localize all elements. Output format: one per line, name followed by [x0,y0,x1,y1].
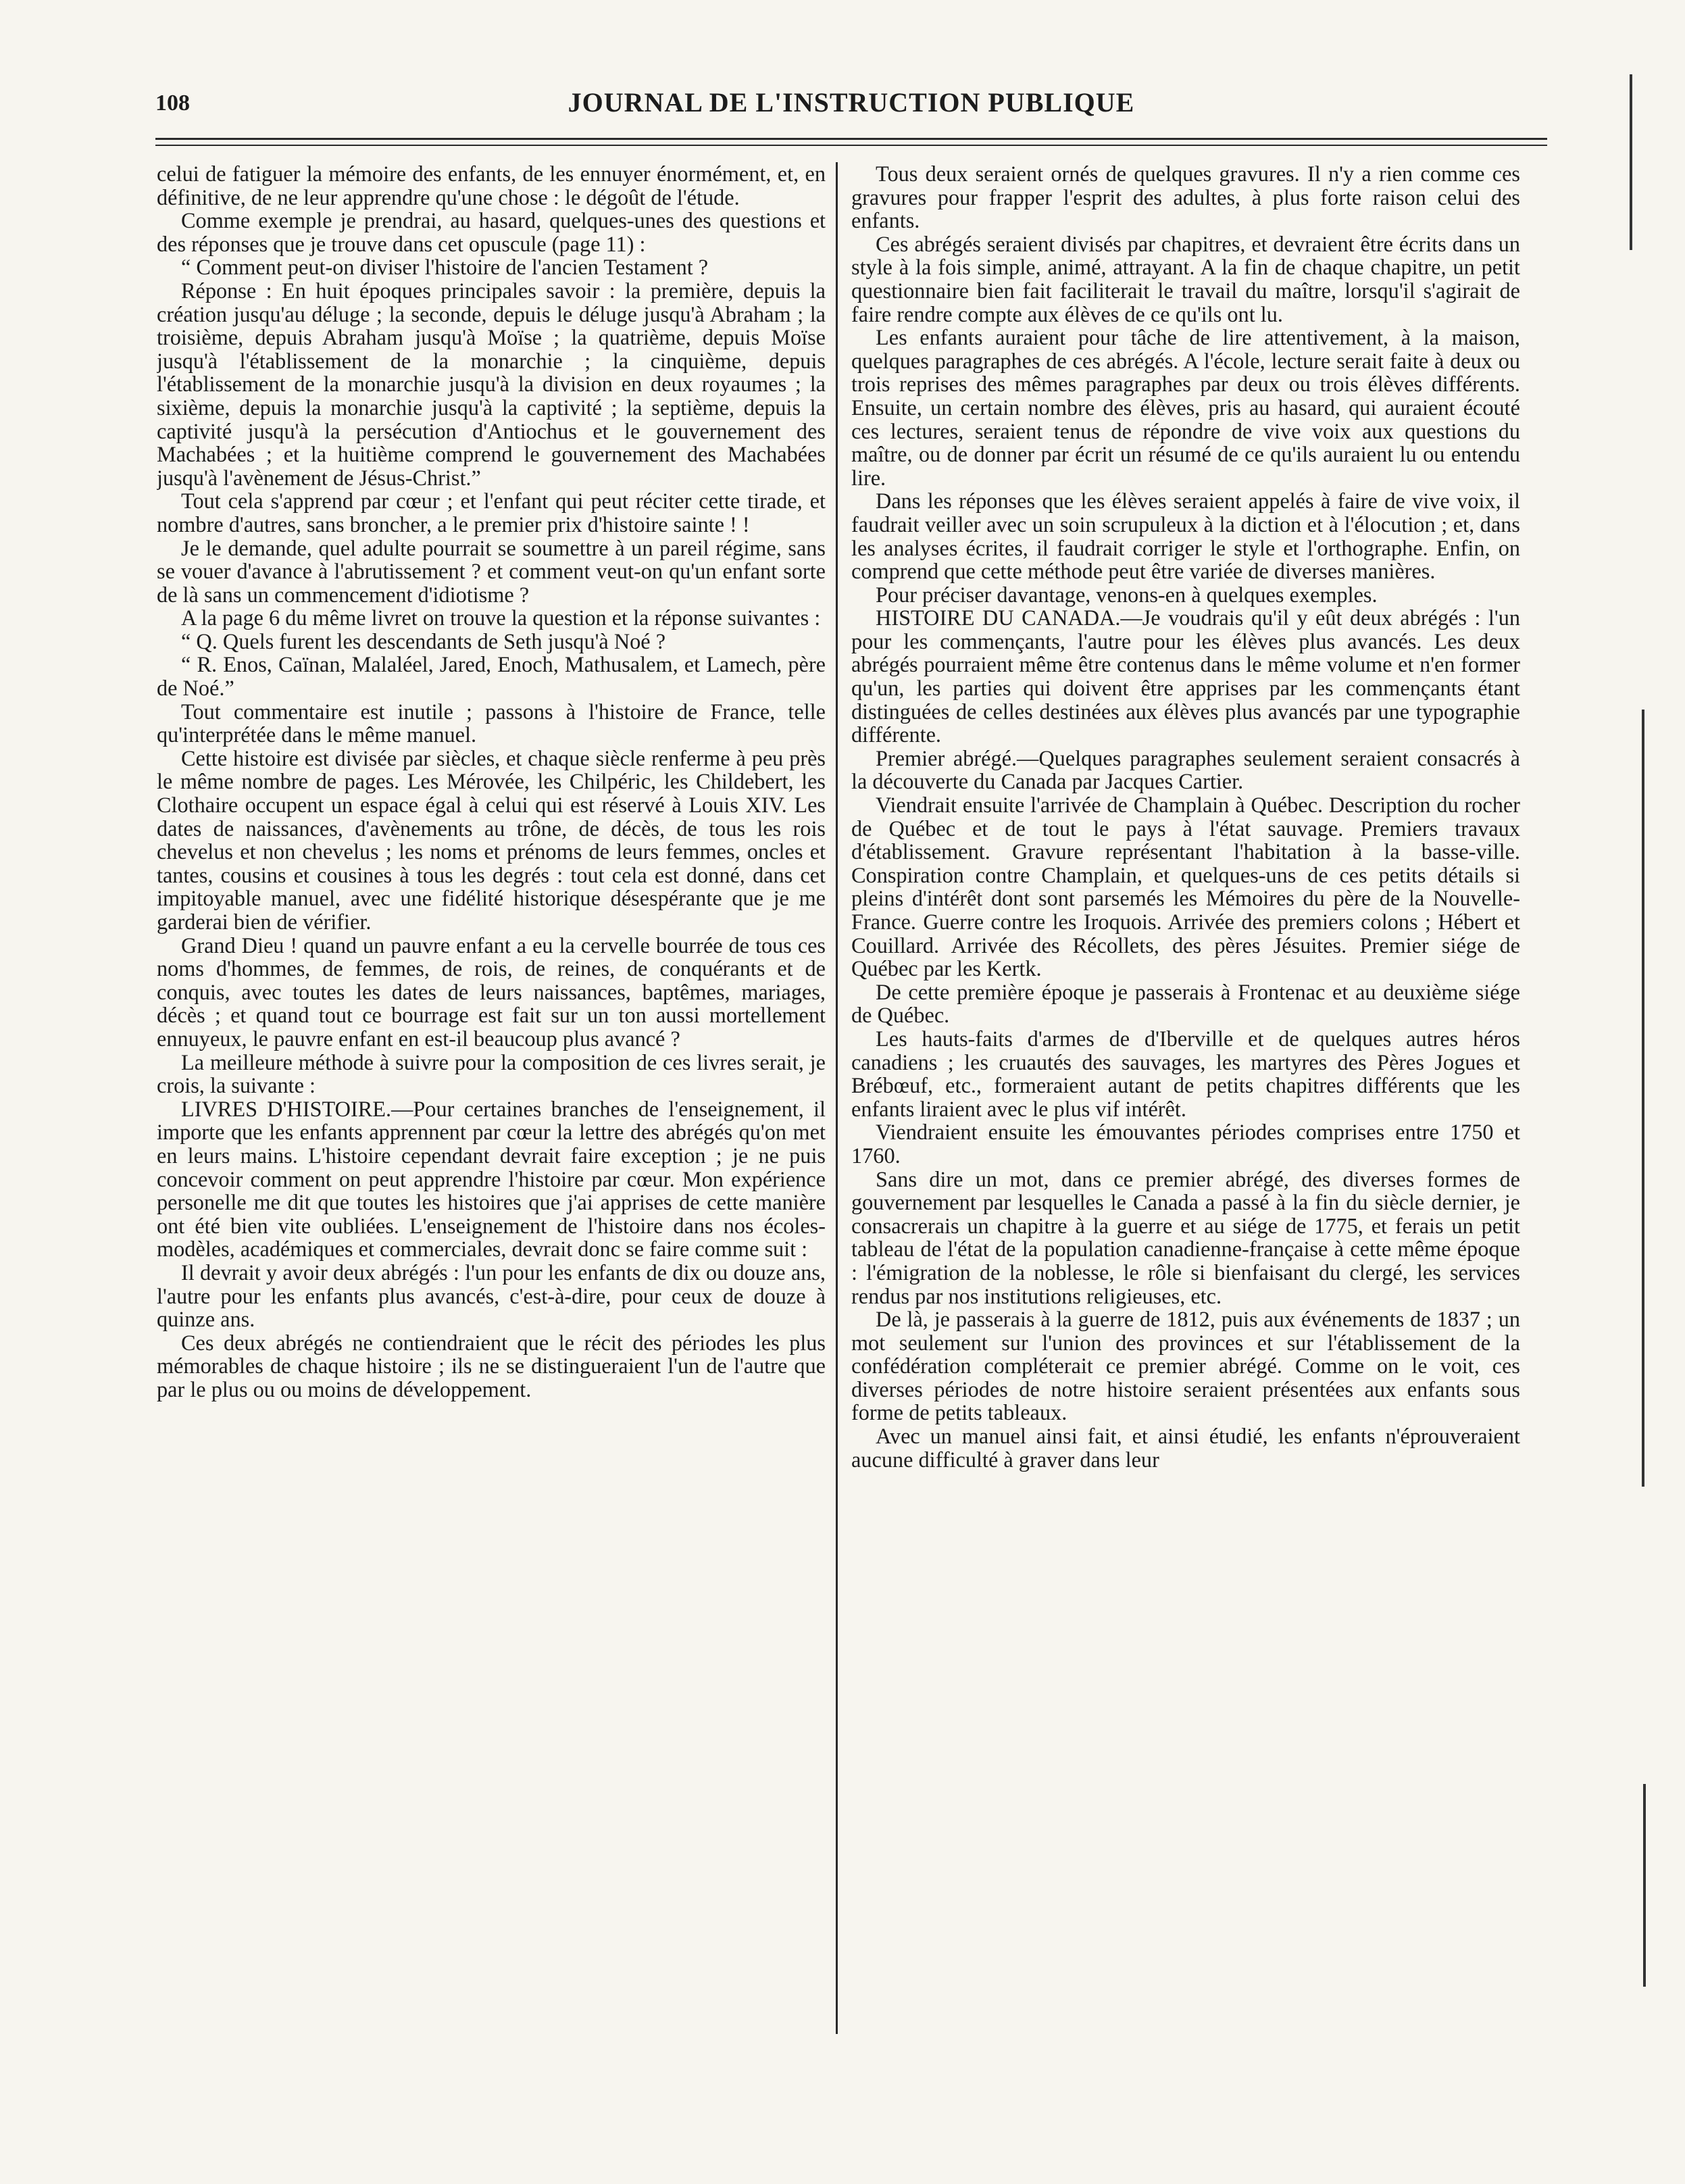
paragraph: A la page 6 du même livret on trouve la question et la réponse suivantes : [181,605,821,630]
paragraph: Je le demande, quel adulte pourrait se soumettre à un pareil régime, sans se vouer d'avance à l'abrutissement ? et comment veut-on qu'un enfant sorte de là sans un commencement d'idiotisme ? [157,535,826,607]
paragraph: Cette histoire est divisée par siècles, et chaque siècle renferme à peu près le même nombre de pages. Les Mérovée, les Chilpéric, les Childebert, les Clothaire occupent un espace égal à celui qui est réservé à Louis XIV. Les dates de naissances, d'avènements au trône, de décès, de tous les rois chevelus et non chevelus ; les noms et prénoms de leurs femmes, oncles et tantes, cousins et cousines à tous les degrés : tout cela est donné, dans cet impitoyable manuel, avec une fidélité historique désespérante que je me garderai bien de vérifier. [157,745,826,934]
paragraph: Les enfants auraient pour tâche de lire attentivement, à la maison, quelques paragraphes de ces abrégés. A l'école, lecture serait faite à deux ou trois reprises des mêmes paragraphes par deux ou trois élèves différents. Ensuite, un certain nombre des élèves, pris au hasard, qui auraient écouté ces lectures, seraient tenus de répondre de vive voix aux questions du maître, ou de donner par écrit un résumé de ce qu'ils auraient lu ou entendu lire. [851,325,1520,490]
paragraph: Comme exemple je prendrai, au hasard, quelques-unes des questions et des réponses que je trouve dans cet opuscule (page 11) : [157,208,826,256]
paragraph: De cette première époque je passerais à Frontenac et au deuxième siége de Québec. [851,979,1520,1028]
paragraph: Ces deux abrégés ne contiendraient que le récit des périodes les plus mémorables de chaque histoire ; ils ne se distingueraient l'un de l'autre que par le plus ou ou moins de développement. [157,1330,826,1401]
right-column [851,162,1520,2041]
scan-margin-mark [1630,74,1632,250]
scan-margin-mark [1643,1784,1646,1987]
paragraph: Avec un manuel ainsi fait, et ainsi étudié, les enfants n'éprouveraient aucune difficulté à graver dans leur [851,1424,1520,1472]
paragraph: Pour préciser davantage, venons-en à quelques exemples. [876,582,1378,607]
column-divider [836,162,838,2034]
paragraph: “ R. Enos, Caïnan, Malaléel, Jared, Enoch, Mathusalem, et Lamech, père de Noé.” [157,652,826,701]
paragraph: Viendrait ensuite l'arrivée de Champlain à Québec. Description du rocher de Québec et de tout le pays à l'état sauvage. Premiers travaux d'établissement. Gravure représentant l'habitation à la basse-ville. Conspiration contre Champlain, et quelques-uns de ces petits détails si pleins d'intérêt dont sont parsemés les Mémoires du père de la Nouvelle-France. Guerre contre les Iroquois. Arrivée des premiers colons ; Hébert et Couillard. Arrivée des Récollets, des pères Jésuites. Premier siége de Québec par les Kertk. [851,793,1520,981]
paragraph: Dans les réponses que les élèves seraient appelés à faire de vive voix, il faudrait veiller avec un soin scrupuleux à la diction et à l'élocution ; et, dans les analyses écrites, il faudrait corriger le style et l'orthographe. Enfin, on comprend que cette méthode peut être variée de diverses manières. [851,489,1520,584]
paragraph: Grand Dieu ! quand un pauvre enfant a eu la cervelle bourrée de tous ces noms d'hommes, de femmes, de rois, de reines, de conquérants et de conquis, avec toutes les dates de leurs naissances, baptêmes, mariages, décès ; et quand tout ce bourrage est fait sur un ton aussi mortellement ennuyeux, le pauvre enfant en est-il beaucoup plus avancé ? [157,933,826,1051]
paragraph: Réponse : En huit époques principales savoir : la première, depuis la création jusqu'au déluge ; la seconde, depuis le déluge jusqu'à Abraham ; la troisième, depuis Abraham jusqu'à Moïse ; la quatrième, depuis Moïse jusqu'à l'établissement de la monarchie ; la cinquième, depuis l'établissement de la monarchie jusqu'à la division en deux royaumes ; la sixième, depuis la monarchie jusqu'à la captivité ; la septième, depuis la captivité jusqu'à la persécution d'Antiochus et le gouvernement des Machabées ; et la huitième comprend le gouvernement des Machabées jusqu'à l'avènement de Jésus-Christ.” [157,278,826,490]
left-column [157,162,826,2041]
paragraph: Il devrait y avoir deux abrégés : l'un pour les enfants de dix ou douze ans, l'autre pour les enfants plus avancés, c'est-à-dire, pour ceux de douze à quinze ans. [157,1260,826,1332]
header-rule-thin [155,145,1547,146]
paragraph: Les hauts-faits d'armes de d'Iberville et de quelques autres héros canadiens ; les cruautés des sauvages, les martyres des Pères Jogues et Brébœuf, etc., formeraient autant de petits chapitres différents que les enfants liraient avec le plus vif intérêt. [851,1026,1520,1121]
paragraph: LIVRES D'HISTOIRE.—Pour certaines branches de l'enseignement, il importe que les enfants apprennent par cœur la lettre des abrégés qu'on met en leurs mains. L'histoire cependant devrait faire exception ; je ne puis concevoir comment on peut apprendre l'histoire par cœur. Mon expérience personelle me dit que toutes les histoires que j'ai apprises de cette manière ont été bien vite oubliées. L'enseignement de l'histoire dans nos écoles-modèles, académiques et commerciales, devrait donc se faire comme suit : [157,1096,826,1262]
paragraph: HISTOIRE DU CANADA.—Je voudrais qu'il y eût deux abrégés : l'un pour les commençants, l'autre pour les élèves plus avancés. Les deux abrégés pourraient même être contenus dans le même volume et n'en former qu'un, les parties qui doivent être apprises par les commençants étant distinguées de celles destinées aux élèves plus avancés par une typographie différente. [851,605,1520,747]
paragraph: Tout commentaire est inutile ; passons à l'histoire de France, telle qu'interprétée dans le même manuel. [157,699,826,747]
paragraph: La meilleure méthode à suivre pour la composition de ces livres serait, je crois, la suivante : [157,1049,826,1098]
paragraph: De là, je passerais à la guerre de 1812, puis aux événements de 1837 ; un mot seulement sur l'union des provinces et sur l'établissement de la confédération compléterait ce premier abrégé. Comme on le voit, ces diverses périodes de notre histoire seraient présentées aux enfants sous forme de petits tableaux. [851,1307,1520,1425]
page-number: 108 [155,91,190,116]
paragraph: Tous deux seraient ornés de quelques gravures. Il n'y a rien comme ces gravures pour frapper l'esprit des adultes, à plus forte raison celui des enfants. [851,162,1520,233]
paragraph: Viendraient ensuite les émouvantes périodes comprises entre 1750 et 1760. [851,1120,1520,1168]
journal-title: JOURNAL DE L'INSTRUCTION PUBLIQUE [568,87,1135,118]
paragraph: Premier abrégé.—Quelques paragraphes seulement seraient consacrés à la découverte du Canada par Jacques Cartier. [851,745,1520,794]
scan-margin-mark [1642,710,1644,1487]
paragraph: celui de fatiguer la mémoire des enfants, de les ennuyer énormément, et, en définitive, de ne leur apprendre qu'une chose : le dégoût de l'étude. [157,162,826,209]
paragraph: Sans dire un mot, dans ce premier abrégé, des diverses formes de gouvernement par lesquelles le Canada a passé à la fin du siècle dernier, je consacrerais un chapitre à la guerre et au siége de 1775, et ferais un petit tableau de l'état de la population canadienne-française à cette même époque : l'émigration de la noblesse, le rôle si bienfaisant du clergé, les services rendus par nos institutions religieuses, etc. [851,1166,1520,1308]
paragraph: Ces abrégés seraient divisés par chapitres, et devraient être écrits dans un style à la fois simple, animé, attrayant. A la fin de chaque chapitre, un petit questionnaire bien fait faciliterait le travail du maître, lorsqu'il s'agirait de faire rendre compte aux élèves de ce qu'ils ont lu. [851,231,1520,326]
paragraph: “ Comment peut-on diviser l'histoire de l'ancien Testament ? [181,255,709,280]
paragraph: “ Q. Quels furent les descendants de Seth jusqu'à Noé ? [181,628,666,653]
page-header [155,86,1547,127]
header-rule [155,138,1547,140]
paragraph: Tout cela s'apprend par cœur ; et l'enfant qui peut réciter cette tirade, et nombre d'autres, sans broncher, a le premier prix d'histoire sainte ! ! [157,489,826,537]
